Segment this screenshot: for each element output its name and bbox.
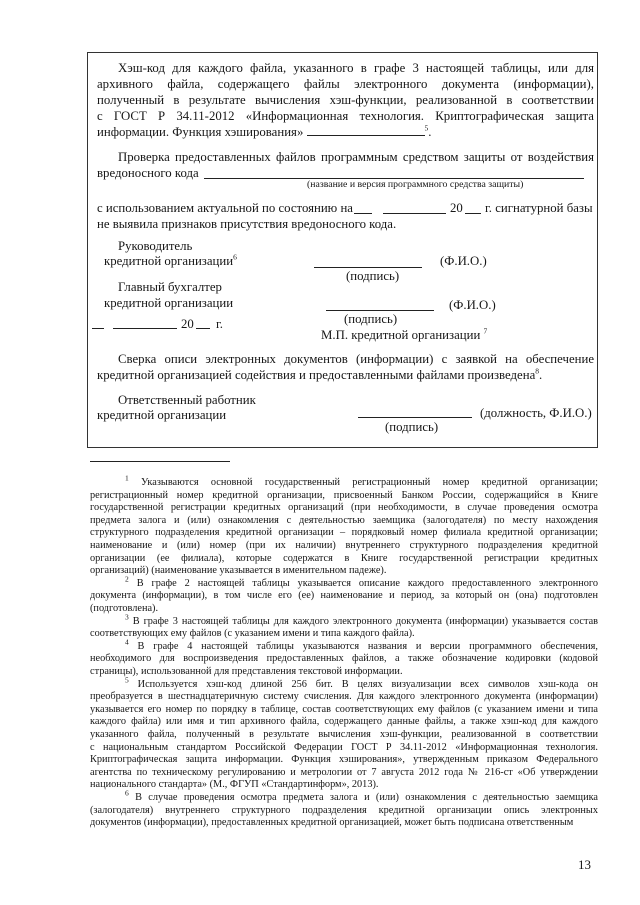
- footnote-6-number: 6: [125, 788, 129, 798]
- head-fio: (Ф.И.О.): [440, 254, 487, 268]
- footnote-6-line: документов (информации), предоставленных кредитной организацией, может быть подписана ответственным: [90, 817, 574, 829]
- footnote-1-number: 1: [125, 473, 129, 483]
- footnote-2-line: (подготовлена).: [90, 603, 159, 614]
- db-month-line: [383, 213, 446, 214]
- check-line-1: Проверка предоставленных файлов программным средством защиты от воздействия: [118, 150, 594, 164]
- footnote-5-line: с национальным стандартом Российской Федерации ГОСТ Р 34.11-2012 «Информационная технология.: [90, 741, 598, 753]
- footnote-1-line: наименование и (или) номер (при их наличии) внутреннего структурного подразделения кредитной: [90, 540, 598, 551]
- hash-para-line-5: информации. Функция хэширования» $^5$.: [97, 123, 432, 139]
- resp-label-2: кредитной организации: [97, 408, 227, 422]
- acc-fio: (Ф.И.О.): [449, 298, 496, 312]
- hash-para-line-2: архивного файла, содержащего файлы электронного документа (информации),: [97, 77, 594, 91]
- footnote-5-number: 5: [125, 675, 129, 685]
- stamp-caption: М.П. кредитной организации $^7$: [321, 326, 488, 342]
- footnote-4-line: необходимого для воспроизведения предоставленных файлов, а также обозначение кодировки (кодовой: [90, 653, 598, 665]
- resp-sign-caption: (подпись): [385, 420, 439, 434]
- resp-label-1: Ответственный работник: [118, 393, 256, 407]
- acc-label-2: кредитной организации: [104, 296, 234, 310]
- footnote-3-line: $^3$ В графе 3 настоящей таблицы для каждого электронного документа (информации) указывается состав: [125, 612, 598, 627]
- date-day-line: [92, 328, 104, 329]
- date-month-line: [113, 328, 177, 329]
- footnote-3-line: соответствующих ему файлов (с указанием имени и типа каждого файла).: [90, 628, 415, 640]
- footnote-5-line: Криптографическая защита информации. Функция хэширования», утвержденным приказом Федерального: [90, 754, 598, 766]
- head-sign-caption: (подпись): [346, 269, 400, 283]
- sverka-line-2: кредитной организацией содействия и предоставленными файлами произведена$^8$.: [97, 366, 543, 382]
- footnote-5-line: агентства по техническому регулированию и метрологии от 7 августа 2012 года № 216-ст «Об утверждении: [90, 766, 598, 778]
- db-line-1-a: с использованием актуальной по состоянию на: [97, 201, 353, 215]
- db-year: 20: [450, 201, 463, 215]
- footnote-1-line: организаций) (наименование указывается в именительном падеже).: [90, 565, 387, 577]
- resp-sign-line: [358, 417, 472, 418]
- footnote-1-line: государственной регистрации кредитных организаций (при необходимости, в случае проведения осмотра: [90, 502, 598, 514]
- footnote-5-line: $^5$ Используется хэш-код длиной 256 бит. В целях визуализации всех символов хэш-кода он: [125, 675, 598, 690]
- hash-blank: [307, 124, 425, 136]
- db-day-line: [354, 213, 372, 214]
- footnote-6-line: (залогодателя) внутреннего структурного подразделения кредитной организации опись электронных: [90, 804, 598, 816]
- footnote-5-line: указывается его номер по порядку в таблице, состав соответствующих ему файлов (с указанием имени и типа: [90, 703, 598, 715]
- footnote-2-line: документа (информации), в том числе его (ее) наименование и период, за который он (она) подготовлен: [90, 590, 598, 602]
- footnote-separator: [90, 461, 230, 462]
- db-line-1-c: г. сигнатурной базы: [485, 201, 593, 215]
- page-number: 13: [578, 857, 591, 872]
- footnote-1-line: структурного подразделения кредитной организации – порядковый номер филиала кредитной организации;: [90, 527, 598, 539]
- date-suffix: г.: [216, 317, 224, 331]
- software-caption: (название и версия программного средства защиты): [307, 179, 524, 190]
- db-line-2: не выявила признаков присутствия вредоносного кода.: [97, 217, 397, 231]
- footnote-5-line: национального стандарта» (М., ФГУП «Стандартинформ», 2013).: [90, 779, 379, 791]
- date-year: 20: [181, 317, 194, 331]
- footnote-1-line: организации (ее филиала), которые содержатся в Книге государственной регистрации кредитных: [90, 552, 598, 564]
- footnote-3-number: 3: [125, 612, 129, 622]
- footnote-2-line: $^2$ В графе 2 настоящей таблицы указывается описание каждого предоставленного электронного: [125, 574, 598, 589]
- footnote-2-number: 2: [125, 574, 129, 584]
- footnote-1-line: регистрационный номер кредитной организации, присвоенный Банком России, содержащийся в Книге: [90, 489, 598, 501]
- footnote-6-line: $^6$ В случае проведения осмотра предмета залога и (или) ознакомления с деятельностью заемщика: [125, 788, 598, 803]
- head-label-2: кредитной организации$^6$: [104, 252, 237, 268]
- footnote-4-line: страницы), использованной для представления текстовой информации.: [90, 666, 403, 677]
- hash-para-line-3: полученный в результате вычисления хэш-функции, реализованной в соответствии: [97, 93, 594, 107]
- sverka-line-1: Сверка описи электронных документов (информации) с заявкой на обеспечение: [118, 352, 594, 366]
- check-line-2: вредоносного кода: [97, 166, 199, 180]
- acc-sign-caption: (подпись): [344, 312, 398, 326]
- head-label-1: Руководитель: [118, 239, 193, 253]
- footnote-4-number: 4: [125, 637, 129, 647]
- date-year-line: [196, 328, 210, 329]
- footnote-5-line: каждого файла) или имя и тип архивного файла, содержащего данные файлы, а также хэш-код для каждого: [90, 716, 598, 728]
- footnote-4-line: $^4$ В графе 4 настоящей таблицы указываются названия и версии программного обеспечения,: [125, 637, 598, 652]
- acc-label-1: Главный бухгалтер: [118, 280, 222, 294]
- footnote-5-line: указанного файла, полученный в результате вычисления хэш-функции, реализованной в соответствии: [90, 729, 598, 740]
- footnote-1-line: предмета залога и (или) ознакомления с деятельностью заемщика (залогодателя) по месту нахождения: [90, 514, 598, 526]
- hash-para-line-4: с ГОСТ Р 34.11-2012 «Информационная технология. Криптографическая защита: [97, 109, 594, 123]
- resp-fio: (должность, Ф.И.О.): [480, 406, 592, 420]
- hash-para-line-1: Хэш-код для каждого файла, указанного в графе 3 настоящей таблицы, или для: [118, 61, 594, 75]
- db-year-line: [465, 213, 481, 214]
- footnote-1-line: $^1$ Указываются основной государственный регистрационный номер кредитной организации;: [125, 473, 598, 488]
- footnote-5-line: преобразуется в шестнадцатеричную систему счисления. Для каждого электронного документа (информации): [90, 691, 598, 703]
